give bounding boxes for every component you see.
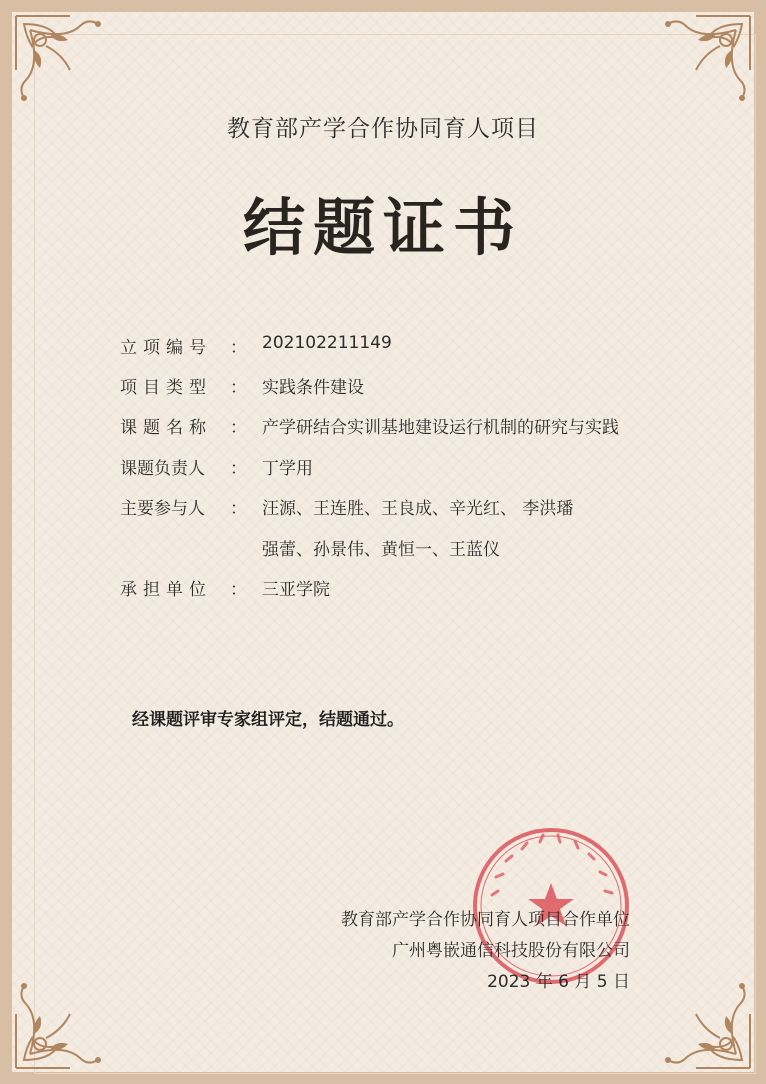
field-label: 课题负责人 (120, 459, 205, 479)
issuer-organization: 教育部产学合作协同育人项目合作单位 (341, 910, 630, 930)
field-label: 课题名称 (120, 418, 212, 438)
corner-ornament-icon (646, 964, 756, 1074)
corner-ornament-icon (10, 964, 120, 1074)
certificate-title: 结题证书 (242, 191, 523, 264)
field-separator: ： (230, 378, 247, 398)
certificate-subtitle: 教育部产学合作协同育人项目 (227, 116, 539, 142)
field-label: 立项编号 (120, 338, 212, 358)
field-value: 汪源、王连胜、王良成、辛光红、 李洪璠 (262, 499, 574, 519)
field-separator: ： (230, 499, 247, 519)
field-separator: ： (230, 418, 247, 438)
field-value: 202102211149 (262, 333, 392, 353)
field-value: 三亚学院 (262, 580, 330, 600)
field-label: 承担单位 (120, 580, 212, 600)
field-separator: ： (230, 338, 247, 358)
corner-ornament-icon (646, 10, 756, 120)
field-label: 主要参与人 (120, 499, 205, 519)
issue-date: 2023 年 6 月 5 日 (487, 972, 630, 992)
issuer-company: 广州粤嵌通信科技股份有限公司 (392, 941, 630, 961)
conclusion-text: 经课题评审专家组评定，结题通过。 (132, 710, 404, 730)
field-label: 项目类型 (120, 378, 212, 398)
field-separator: ： (230, 459, 247, 479)
corner-ornament-icon (10, 10, 120, 120)
field-value: 产学研结合实训基地建设运行机制的研究与实践 (262, 418, 619, 438)
field-value: 丁学用 (262, 459, 313, 479)
field-value: 实践条件建设 (262, 378, 364, 398)
field-separator: ： (230, 580, 247, 600)
field-value: 强蕾、孙景伟、黄恒一、王蓝仪 (262, 540, 500, 560)
